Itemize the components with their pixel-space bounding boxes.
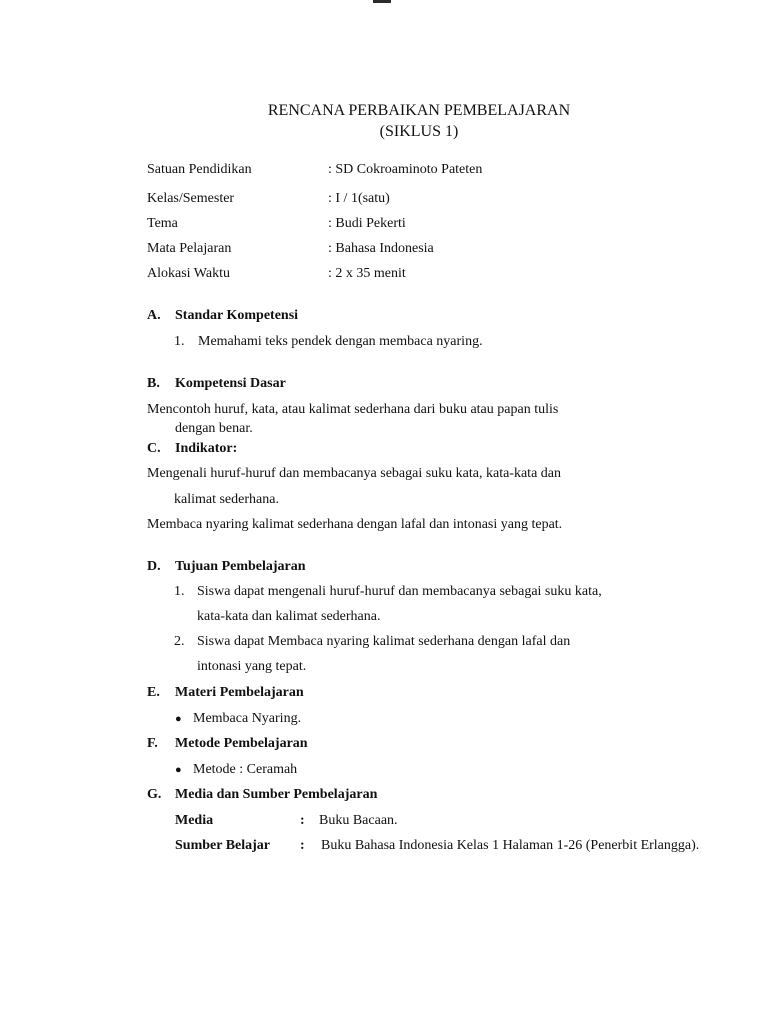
- identity-label-mapel: Mata Pelajaran: [147, 241, 232, 256]
- sumber-belajar-colon: :: [300, 838, 305, 853]
- section-c-heading: Indikator:: [175, 441, 238, 456]
- section-d-item1-line2: kata-kata dan kalimat sederhana.: [197, 609, 381, 624]
- section-f-letter: F.: [147, 736, 158, 751]
- section-d-item1-number: 1.: [174, 584, 185, 599]
- section-d-item2-number: 2.: [174, 634, 185, 649]
- section-b-heading: Kompetensi Dasar: [175, 376, 286, 391]
- page-top-mark: [373, 0, 391, 3]
- section-f-heading: Metode Pembelajaran: [175, 736, 308, 751]
- identity-label-tema: Tema: [147, 216, 178, 231]
- media-colon: :: [300, 813, 305, 828]
- section-c-p1-line2: kalimat sederhana.: [174, 492, 279, 507]
- sumber-belajar-label: Sumber Belajar: [175, 838, 271, 853]
- identity-value-kelas: : I / 1(satu): [328, 191, 390, 206]
- section-c-letter: C.: [147, 441, 161, 456]
- identity-label-alokasi: Alokasi Waktu: [147, 266, 230, 281]
- document-title: RENCANA PERBAIKAN PEMBELAJARAN: [267, 102, 571, 119]
- section-f-item: Metode : Ceramah: [193, 762, 298, 777]
- section-d-heading: Tujuan Pembelajaran: [175, 559, 306, 574]
- identity-value-satuan: : SD Cokroaminoto Pateten: [328, 162, 483, 177]
- identity-value-tema: : Budi Pekerti: [328, 216, 406, 231]
- section-e-heading: Materi Pembelajaran: [175, 685, 304, 700]
- identity-label-kelas: Kelas/Semester: [147, 191, 235, 206]
- media-label: Media: [175, 813, 214, 828]
- section-a-letter: A.: [147, 308, 161, 323]
- section-f-bullet-icon: ●: [175, 764, 182, 776]
- section-b-letter: B.: [147, 376, 160, 391]
- section-d-letter: D.: [147, 559, 161, 574]
- identity-value-alokasi: : 2 x 35 menit: [328, 266, 406, 281]
- document-subtitle: (SIKLUS 1): [379, 123, 459, 140]
- section-c-p1-line1: Mengenali huruf-huruf dan membacanya sebagai suku kata, kata-kata dan: [147, 466, 561, 481]
- section-e-bullet-icon: ●: [175, 713, 182, 725]
- section-d-item2-line1: Siswa dapat Membaca nyaring kalimat sederhana dengan lafal dan: [197, 634, 571, 649]
- section-b-text-line1: Mencontoh huruf, kata, atau kalimat sederhana dari buku atau papan tulis: [147, 402, 559, 417]
- section-c-p2: Membaca nyaring kalimat sederhana dengan lafal dan intonasi yang tepat.: [147, 517, 563, 532]
- sumber-belajar-value: Buku Bahasa Indonesia Kelas 1 Halaman 1-26 (Penerbit Erlangga).: [321, 838, 700, 853]
- section-g-heading: Media dan Sumber Pembelajaran: [175, 787, 378, 802]
- section-e-item: Membaca Nyaring.: [193, 711, 302, 726]
- section-a-heading: Standar Kompetensi: [175, 308, 299, 323]
- section-a-item-number: 1.: [174, 334, 185, 349]
- section-d-item1-line1: Siswa dapat mengenali huruf-huruf dan membacanya sebagai suku kata,: [197, 584, 602, 599]
- media-value: Buku Bacaan.: [319, 813, 398, 828]
- section-a-item-text: Memahami teks pendek dengan membaca nyaring.: [198, 334, 483, 349]
- identity-value-mapel: : Bahasa Indonesia: [328, 241, 434, 256]
- section-b-text-line2: dengan benar.: [175, 421, 253, 436]
- section-d-item2-line2: intonasi yang tepat.: [197, 659, 307, 674]
- identity-label-satuan: Satuan Pendidikan: [147, 162, 252, 177]
- section-g-letter: G.: [147, 787, 162, 802]
- section-e-letter: E.: [147, 685, 160, 700]
